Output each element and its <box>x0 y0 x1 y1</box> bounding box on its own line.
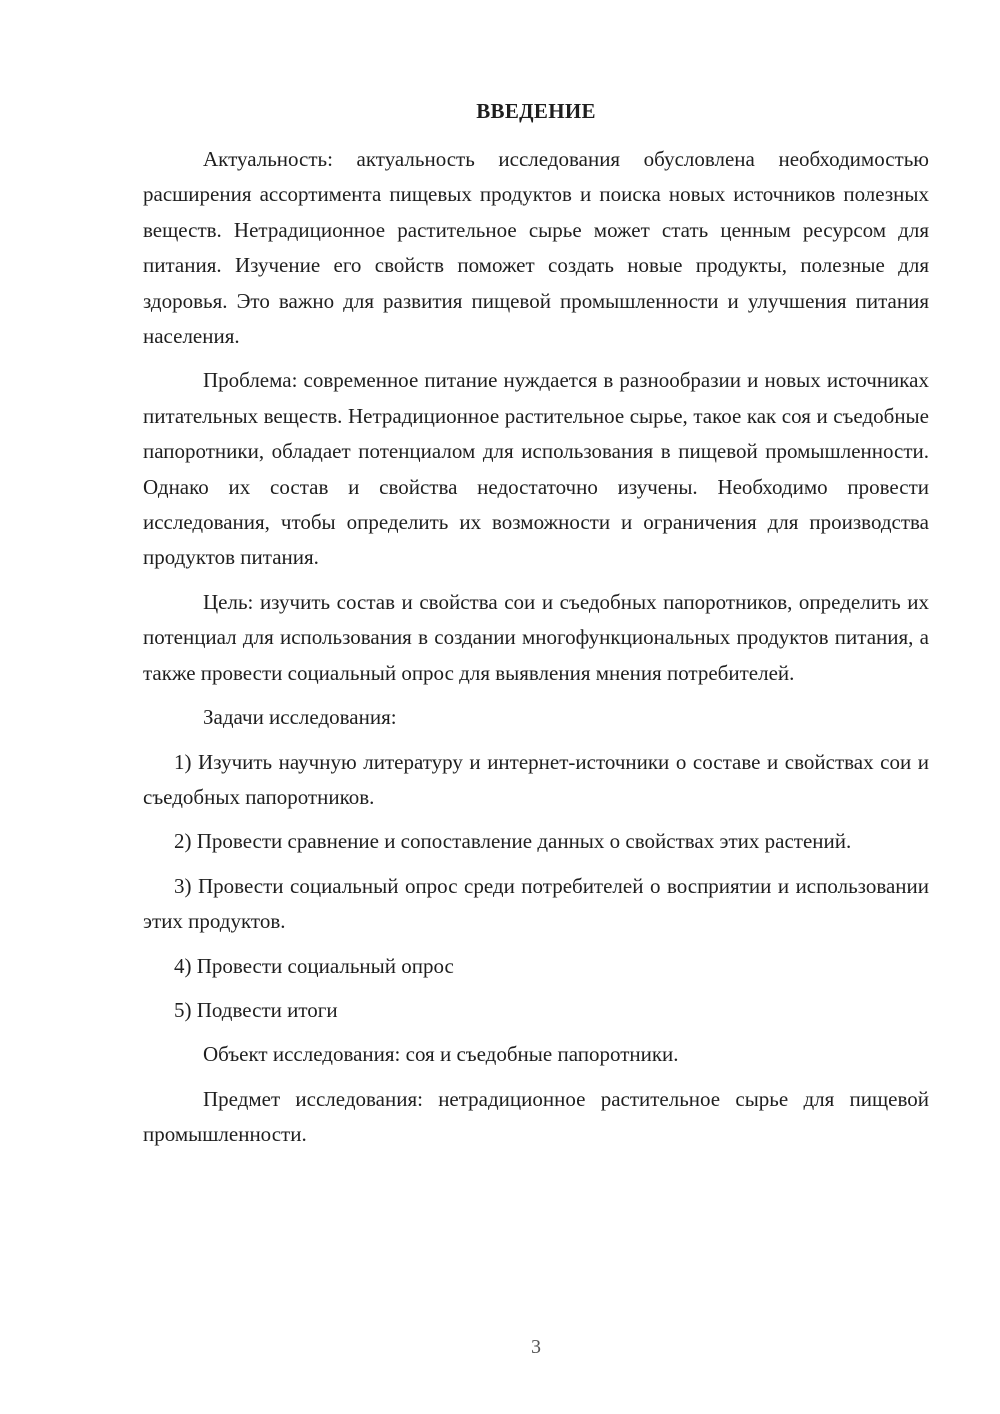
body-text <box>143 142 929 1162</box>
goal-paragraph: Цель: изучить состав и свойства сои и съедобных папоротников, определить их потенциал для использования в создании многофункциональных продуктов питания, а также провести социальный опрос для выявления мнения потребителей. <box>143 589 929 685</box>
task-item: 2) Провести сравнение и сопоставление данных о свойствах этих растений. <box>174 829 852 854</box>
subject-paragraph: Предмет исследования: нетрадиционное растительное сырье для пищевой промышленности. <box>143 1086 929 1147</box>
task-item: 5) Подвести итоги <box>174 997 338 1022</box>
object-paragraph: Объект исследования: соя и съедобные папоротники. <box>203 1042 679 1067</box>
task-item: 1) Изучить научную литературу и интернет-источники о составе и свойствах сои и съедобных папоротников. <box>143 749 929 809</box>
relevance-paragraph: Актуальность: актуальность исследования обусловлена необходимостью расширения ассортимента пищевых продуктов и поиска новых источников полезных веществ. Нетрадиционное растительное сырье может стать ценным ресурсом для питания. Изучение его свойств поможет создать новые продукты, полезные для здоровья. Это важно для развития пищевой промышленности и улучшения питания населения. <box>143 147 929 349</box>
page-title: ВВЕДЕНИЕ <box>476 99 596 123</box>
task-item: 4) Провести социальный опрос <box>174 953 454 978</box>
tasks-heading: Задачи исследования: <box>203 705 397 730</box>
task-item: 3) Провести социальный опрос среди потребителей о восприятии и использовании этих продуктов. <box>143 873 929 934</box>
document-page <box>143 0 929 1414</box>
page-number: 3 <box>531 1336 541 1358</box>
problem-paragraph: Проблема: современное питание нуждается в разнообразии и новых источниках питательных веществ. Нетрадиционное растительное сырье, такое как соя и съедобные папоротники, обладает потенциалом для использования в пищевой промышленности. Однако их состав и свойства недостаточно изучены. Необходимо провести исследования, чтобы определить их возможности и ограничения для производства продуктов питания. <box>143 368 929 570</box>
